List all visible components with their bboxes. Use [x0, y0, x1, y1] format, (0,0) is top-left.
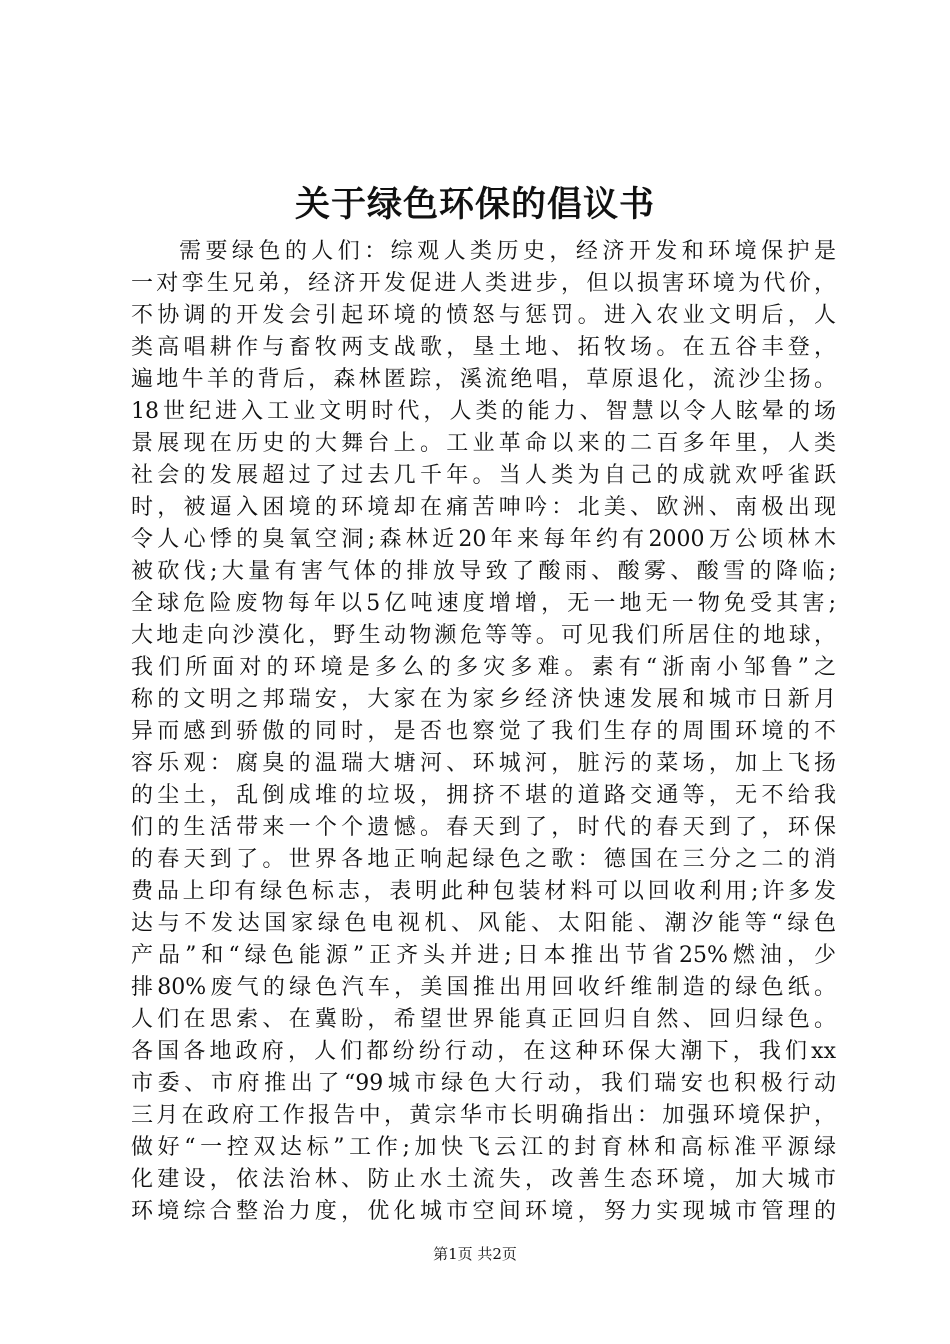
body-line: 遍地牛羊的背后，森林匿踪，溪流绝唱，草原退化，流沙尘扬。	[131, 367, 836, 392]
body-line: 做好“一控双达标”工作;加快飞云江的封育林和高标准平源绿	[131, 1135, 836, 1160]
document-title: 关于绿色环保的倡议书	[294, 184, 655, 225]
body-line: 容乐观：腐臭的温瑞大塘河、环城河，脏污的菜场，加上飞扬	[131, 751, 836, 776]
body-line: 令人心悸的臭氧空洞;森林近20年来每年约有2000万公顷林木	[131, 527, 836, 552]
body-line: 们的生活带来一个个遗憾。春天到了，时代的春天到了，环保	[131, 815, 836, 840]
body-line: 18世纪进入工业文明时代，人类的能力、智慧以令人眩晕的场	[131, 399, 836, 424]
body-line: 的春天到了。世界各地正响起绿色之歌：德国在三分之二的消	[131, 847, 836, 872]
body-line: 产品”和“绿色能源”正齐头并进;日本推出节省25%燃油，少	[131, 943, 836, 968]
body-line: 排80%废气的绿色汽车，美国推出用回收纤维制造的绿色纸。	[131, 975, 836, 1000]
body-line: 不协调的开发会引起环境的愤怒与惩罚。进入农业文明后，人	[131, 303, 836, 328]
body-line: 时，被逼入困境的环境却在痛苦呻吟：北美、欧洲、南极出现	[131, 495, 836, 520]
body-line: 需要绿色的人们：综观人类历史，经济开发和环境保护是	[179, 239, 836, 264]
body-line: 市委、市府推出了“99城市绿色大行动，我们瑞安也积极行动	[131, 1071, 836, 1096]
body-line: 我们所面对的环境是多么的多灾多难。素有“浙南小邹鲁”之	[131, 655, 836, 680]
body-line: 费品上印有绿色标志，表明此种包装材料可以回收利用;许多发	[131, 879, 836, 904]
body-line: 环境综合整治力度，优化城市空间环境，努力实现城市管理的	[131, 1199, 836, 1224]
body-line: 达与不发达国家绿色电视机、风能、太阳能、潮汐能等“绿色	[131, 911, 836, 936]
body-line: 人们在思索、在冀盼，希望世界能真正回归自然、回归绿色。	[131, 1007, 836, 1032]
body-line: 一对孪生兄弟，经济开发促进人类进步，但以损害环境为代价，	[131, 271, 836, 296]
page-footer: 第1页 共2页	[433, 1245, 517, 1263]
body-line: 三月在政府工作报告中，黄宗华市长明确指出：加强环境保护，	[131, 1103, 836, 1128]
document-body	[131, 236, 836, 1228]
body-line: 被砍伐;大量有害气体的排放导致了酸雨、酸雾、酸雪的降临;	[131, 559, 836, 584]
body-line: 化建设，依法治林、防止水土流失，改善生态环境，加大城市	[131, 1167, 836, 1192]
body-line: 大地走向沙漠化，野生动物濒危等等。可见我们所居住的地球，	[131, 623, 836, 648]
body-line: 称的文明之邦瑞安，大家在为家乡经济快速发展和城市日新月	[131, 687, 836, 712]
body-line: 异而感到骄傲的同时，是否也察觉了我们生存的周围环境的不	[131, 719, 836, 744]
body-line: 的尘土，乱倒成堆的垃圾，拥挤不堪的道路交通等，无不给我	[131, 783, 836, 808]
body-line: 景展现在历史的大舞台上。工业革命以来的二百多年里，人类	[131, 431, 836, 456]
body-line: 各国各地政府，人们都纷纷行动，在这种环保大潮下，我们xx	[131, 1039, 836, 1064]
body-line: 社会的发展超过了过去几千年。当人类为自己的成就欢呼雀跃	[131, 463, 836, 488]
body-line: 类高唱耕作与畜牧两支战歌，垦土地、拓牧场。在五谷丰登，	[131, 335, 836, 360]
body-line: 全球危险废物每年以5亿吨速度增增，无一地无一物免受其害;	[131, 591, 836, 616]
